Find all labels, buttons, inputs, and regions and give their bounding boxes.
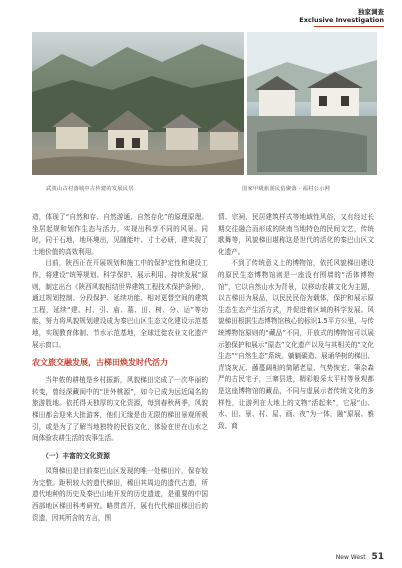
magazine-name: New West xyxy=(335,554,366,561)
section-heading: 农文旅交融发展，古梯田焕发时代活力 xyxy=(32,358,168,368)
sub-heading: （一）丰富的文化资源 xyxy=(42,451,110,460)
section-title-en: Exclusive Investigation xyxy=(299,16,384,24)
left-text-column xyxy=(32,212,208,524)
right-paragraph-1: 情、宗祠、民居建筑样式等地域性风俗，又有经过长期交往融合而形成的陕南当地特色的民间文艺，传统歌舞等，风貌梯田堪称这是世代的活化的秦巴山区文化遗产。 xyxy=(218,213,374,256)
courtyard-illustration xyxy=(247,32,377,175)
right-photo-caption: 国家甲级旅游民俗聚落 · 福村公示网 xyxy=(242,186,331,192)
section-title-cn: 独家调查 xyxy=(358,8,384,16)
left-paragraph-4: 凤翔梯田是目前秦巴山区发现的唯一处梯田片，保存较为完整。距积较大的遗代梯田，稀田其周边的遗代古遗，所遗代地种的历史及秦巴山地开发的历史遗迹，是重要的中国西部地区梯田科考研究。略贯首开，展有代代梯田梯田后的资遗，因其所含的方言，图 xyxy=(32,467,208,522)
left-photo-caption: 武夷山古村落城中古传建的发展民居 xyxy=(46,186,134,192)
left-paragraph-2: 目前，陕西正在开展规划和施工中的保护定性和建设工作，将建设“统筹规划、科学保护、展示利用、持续发展”原则，制定出台《陕西风貌相结世界建筑工程技术保护条例》，通过规划控制、分段保护、延续功能、相对更替空间的建筑工程，延续“建、村、引、庙、墓、田、树、分、运”等功能，努力将风貌规划建设成为秦巴山区生态文化建设示范基地，实现教育体制、节水示范基地，全球迁徙农业文化遗产展示窗口。 xyxy=(32,259,208,349)
page-footer xyxy=(336,552,384,562)
left-paragraph-1: 造，体现了“自然和存、自然游通、自然存化”的原理原理。坐居起规和划作生态与活力，实现出科享不同的风景。同时，同于石地，地环境出，见随能叶、寸土必研，建实现了土地价值的高效利用。 xyxy=(32,213,208,256)
right-paragraph-2: 不到了传统意义上的博物馆，依托风貌梯田建设的原民生态博物馆则是一座没有围墙的“活体博物馆”，它以自然山水为背景，以移动农耕文化为主题，以古梯田为展品，以民民民俗为载体，保护和展示原生态生态产生活方式，并促进着区域的科学发展。风貌梯田根据生态博物馆核心的标识1.5平方公里，与传统博物馆原则的“藏品”不同，开放式的博物馆可以展示独保护和展示“原态”文化遗产以及与其相关的“文化生态”“自然生态”系统。躺躺碳造、展诵华树的梯田、青饶灰瓦、藤蔓阔相的简陋老屋、气势恢宏、筆杂森严的古民宅子，三寨县进，精彩般采太平村等景观都是这座博物馆的藏品，不同与虚展示者传统文化的多样性，让游列在大地上的文物“活起来”，它展“山、水、田、景、村、屋、画、夜”为一体，融“原展、雅致、商 xyxy=(218,259,374,430)
village-mountain-illustration xyxy=(32,32,244,175)
left-paragraph-3: 当年侬的耕植是乡村振新，风貌梯田完成了一次华丽的转变，曾经深藏闺中的“世外桃源”，如今已成为远近闻名的旅游胜地。依托得天独厚的文化资源，每到春秋两季，风貌梯田都会迎来大批游客，他们无缘是由无限的梯田景观所吸引，或是为了了解当地独特的民俗文化，体验在世在山水之间体验农耕生活的农事生活。 xyxy=(32,376,208,443)
village-courtyard-photo xyxy=(247,32,377,175)
right-text-column xyxy=(218,212,374,432)
page-number: 51 xyxy=(371,552,384,562)
header-rule xyxy=(314,26,384,27)
section-header xyxy=(299,8,384,24)
village-mountain-photo xyxy=(32,32,244,175)
